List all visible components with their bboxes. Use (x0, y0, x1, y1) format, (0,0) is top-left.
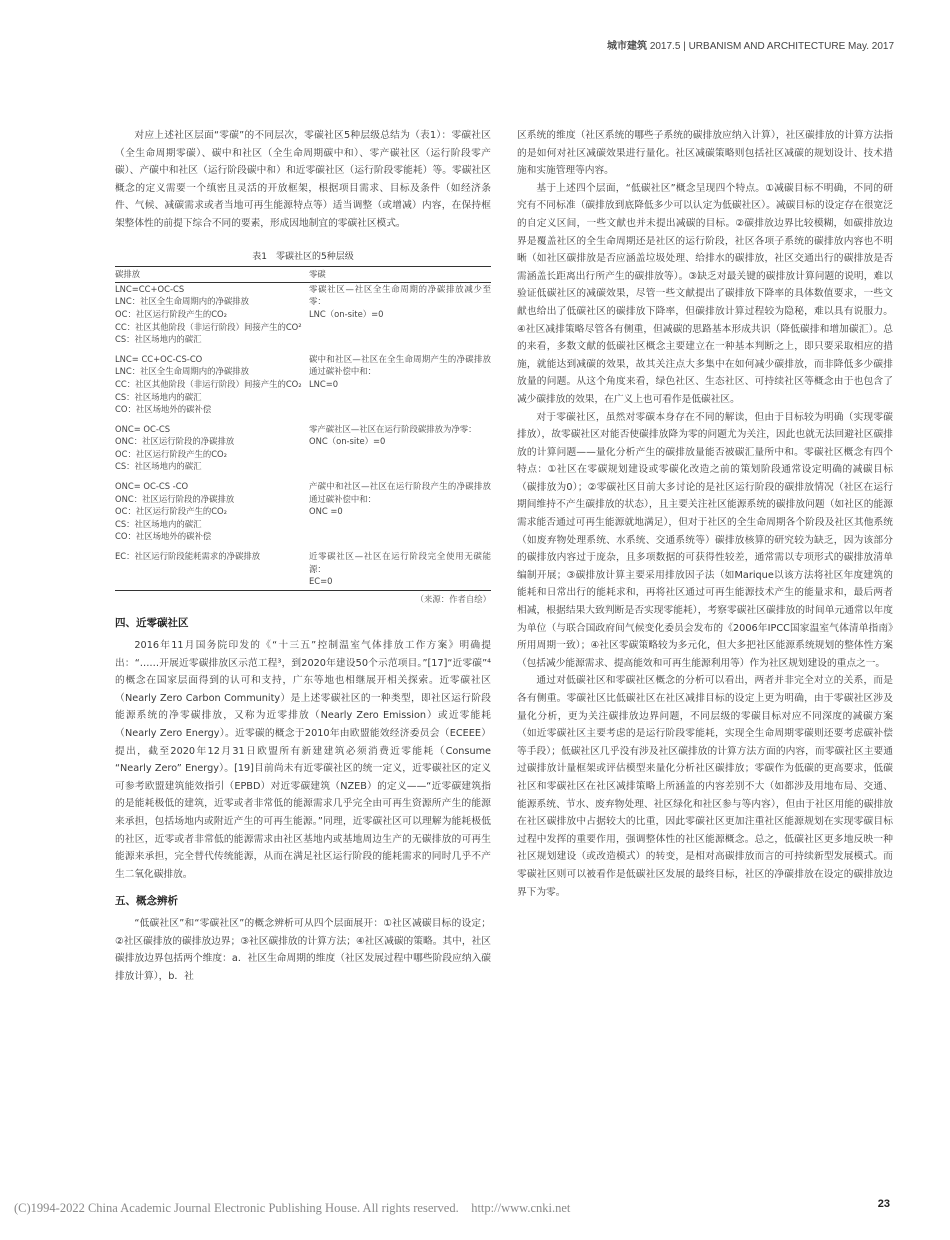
cell-line: CS：社区场地内的碳汇 (115, 518, 202, 529)
cell-line: EC：社区运行阶段能耗需求的净碳排放 (115, 551, 261, 562)
cell-line: 近零碳社区—社区在运行阶段完全使用无碳能源： (309, 551, 491, 574)
header-separator: | (683, 41, 686, 52)
cell-line: OC：社区运行阶段产生的CO₂ (115, 506, 227, 517)
cell-line: OC：社区运行阶段产生的CO₂ (115, 448, 227, 459)
emission-cell (115, 282, 309, 352)
cell-line: LNC：社区全生命周期内的净碳排放 (115, 296, 250, 307)
zero-carbon-features-paragraph: 对于零碳社区，虽然对零碳本身存在不同的解读，但由于目标较为明确（实现零碳排放），故零碳社区对能否使碳排放降为零的问题尤为关注，因此也就无法回避社区碳排放的计算问题——量化分析产生的碳排放量能否被碳汇量所中和。零碳社区概念有四个特点：①社区在零碳规划建设或零碳化改造之前的策划阶段通常设定明确的减碳目标（碳排放为0）；②零碳社区目前大多讨论的是社区运行阶段的碳排放情况（社区在运行期间维持不产生碳排放的状态），且主要关注社区能源系统的碳排放问题（如社区的能源需求能否通过可再生能源就地满足），但对于社区的全生命周期各个阶段及社区其他系统（如废弃物处理系统、水系统、交通系统等）碳排放核算的研究较为缺乏，因为该部分的碳排放内容过于庞杂，且多项数据的可获得性较差，通常需以专项形式的碳排放清单编制开展；③碳排放计算主要采用排放因子法（如Marique以该方法将社区年度建筑的能耗和日常出行的能耗求和，再将社区通过可再生能源技术产生的能量求和，最后两者相减，根据结果大致判断是否实现零能耗），考察零碳社区碳排放的时间单元通常以年度为单位（与联合国政府间气候变化委员会发布的《2006年IPCC国家温室气体清单指南》所用周期一致）；④社区零碳策略较为多元化，但大多把社区能源系统规划的整体性方案（包括减少能源需求、提高能效和可再生能源利用等）作为社区规划建设的重点之一。 (517, 411, 893, 669)
cell-line: OC：社区运行阶段产生的CO₂ (115, 308, 227, 319)
comparison-paragraph: 通过对低碳社区和零碳社区概念的分析可以看出，两者并非完全对立的关系，而是各有侧重。零碳社区比低碳社区在社区减排目标的设定上更为明确，由于零碳社区涉及量化分析，更为关注碳排放边界问题，不同层级的零碳目标对应不同深度的减碳方案（如近零碳社区主要考虑的是运行阶段零能耗，实现全生命周期零碳则还要考虑碳补偿等手段）；低碳社区几乎没有涉及社区碳排放的计算方法方面的内容，而零碳社区主要通过碳排放计量框架或评估模型来量化分析社区碳排放；零碳作为低碳的更高要求，低碳社区和零碳社区在社区减排策略上所涵盖的内容差别不大（如都涉及用地布局、交通、能源系统、节水、废弃物处理、社区绿化和社区参与等内容），但由于社区用能的碳排放在社区碳排放中占据较大的比重，因此零碳社区更加注重社区能源规划在实现零碳目标过程中发挥的重要作用，强调整体性的社区能源概念。总之，低碳社区更多地反映一种社区规划建设（或改造模式）的转变，是相对高碳排放而言的可持续新型发展模式。而零碳社区则可以被看作是低碳社区发展的最终目标，社区的净碳排放在设定的碳排放边界下为零。 (517, 675, 893, 898)
cell-line: EC=0 (309, 576, 333, 587)
cell-line: LNC=0 (309, 378, 339, 389)
cell-line: CC：社区其他阶段（非运行阶段）间接产生的CO₂ (115, 378, 302, 389)
zero-carbon-cell (309, 282, 491, 352)
continued-paragraph: 区系统的维度（社区系统的哪些子系统的碳排放应纳入计算），社区碳排放的计算方法指的是如何对社区减碳效果进行量化。社区减碳策略则包括社区减碳的规划设计、技术措施和实施管理等内容。 (517, 130, 893, 177)
table-row (115, 480, 491, 550)
zero-carbon-cell (309, 423, 491, 480)
cell-line: ONC（on-site）=0 (309, 436, 386, 447)
table-source: （来源：作者自绘） (415, 593, 491, 604)
table-1 (115, 251, 491, 606)
cell-line: ONC =0 (309, 506, 343, 517)
cell-line: ONC：社区运行阶段的净碳排放 (115, 493, 235, 504)
journal-name-en: URBANISM AND ARCHITECTURE (688, 41, 846, 52)
intro-paragraph: 对应上述社区层面“零碳”的不同层次，零碳社区5种层级总结为（表1）：零碳社区（全生命周期零碳）、碳中和社区（全生命周期碳中和）、零产碳社区（运行阶段零产碳）、产碳中和社区（运行阶段碳中和）和近零碳社区（运行阶段零能耗）等。零碳社区概念的定义需要一个缜密且灵活的开放框架，根据项目需求、目标及条件（如经济条件、气候、减碳需求或者当地可再生能源特点等）适当调整（或增减）内容，在保持框架整体性的前提下综合不同的要素，形成因地制宜的零碳社区模式。 (115, 130, 491, 229)
emission-cell (115, 423, 309, 480)
cell-line: 零碳社区—社区全生命周期的净碳排放减少至零： (309, 283, 491, 307)
cell-line: CS：社区场地内的碳汇 (115, 391, 202, 402)
table-row (115, 353, 491, 423)
issue-date: May. 2017 (848, 41, 894, 52)
cell-line: CO：社区场地外的碳补偿 (115, 531, 212, 542)
cell-line: ONC：社区运行阶段的净碳排放 (115, 436, 235, 447)
cell-line: LNC：社区全生命周期内的净碳排放 (115, 366, 250, 377)
table-row (115, 423, 491, 480)
cell-line: CS：社区场地内的碳汇 (115, 461, 202, 472)
cell-line: 产碳中和社区—社区在运行阶段产生的净碳排放通过碳补偿中和： (309, 481, 491, 504)
emission-cell (115, 480, 309, 550)
emission-cell (115, 550, 309, 590)
section-heading-5: 五、概念辨析 (115, 895, 178, 908)
cell-line: LNC= CC+OC-CS-CO (115, 353, 203, 364)
running-header (607, 37, 894, 52)
copyright-footer: (C)1994-2022 China Academic Journal Electronic Publishing House. All rights reserved. http://www.cnki.net (14, 1201, 571, 1215)
cell-line: LNC=CC+OC-CS (115, 283, 185, 294)
journal-name: 城市建筑 (607, 41, 648, 52)
cell-line: ONC= OC-CS (115, 423, 171, 434)
cell-line: CO：社区场地外的碳补偿 (115, 404, 212, 415)
section-heading-4: 四、近零碳社区 (115, 617, 189, 630)
cell-line: CS：社区场地内的碳汇 (115, 334, 202, 345)
left-column (115, 127, 491, 985)
page-number: 23 (877, 1198, 890, 1210)
zero-carbon-cell (309, 480, 491, 550)
section-5-paragraph: “低碳社区”和“零碳社区”的概念辨析可从四个层面展开：①社区减碳目标的设定；②社区碳排放的碳排放边界；③社区碳排放的计算方法；④社区减碳的策略。其中，社区碳排放边界包括两个维度：a．社区生命周期的维度（社区发展过程中哪些阶段应纳入碳排放计算），b．社 (115, 917, 491, 982)
table-title: 表1 零碳社区的5种层级 (252, 251, 354, 262)
table-row (115, 550, 491, 590)
right-column (517, 127, 893, 901)
emission-cell (115, 353, 309, 423)
zero-carbon-cell (309, 353, 491, 423)
table-row (115, 282, 491, 352)
levels-table (115, 266, 491, 591)
cell-line: CC：社区其他阶段（非运行阶段）间接产生的CO² (115, 321, 302, 332)
section-4-paragraph: 2016年11月国务院印发的《“十三五”控制温室气体排放工作方案》明确提出：“……开展近零碳排放区示范工程³，到2020年建设50个示范项目。”[17]“近零碳”⁴的概念在国家层面得到的认可和支持，广东等地也相继展开相关探索。近零碳社区（Nearly Zero Carbon Community）是上述零碳社区的一种类型，即社区运行阶段能源系统的净零碳排放，又称为近零排放（Nearly Zero Emission）或近零能耗（Nearly Zero Energy）。近零碳的概念于2010年由欧盟能效经济委员会（ECEEE）提出，截至2020年12月31日欧盟所有新建建筑必须消费近零能耗（Consume “Nearly Zero” Energy）。[19]目前尚未有近零碳社区的统一定义，近零碳社区的定义可参考欧盟建筑能效指引（EPBD）对近零碳建筑（NZEB）的定义——“近零碳建筑指的是能耗极低的建筑，近零或者非常低的能源需求几乎完全由可再生资源所产生的能源来承担，包括场地内或附近产生的可再生能源。”同理，近零碳社区可以理解为能耗极低的社区，近零或者非常低的能源需求由社区基地内或基地周边生产的无碳排放的可再生能源来承担，完全替代传统能源，从而在满足社区运行阶段的能耗需求的同时几乎不产生二氧化碳排放。 (115, 640, 491, 880)
table-body (115, 282, 491, 590)
cell-line: LNC（on-site）=0 (309, 308, 384, 319)
table-header-emission: 碳排放 (115, 267, 309, 283)
zero-carbon-cell (309, 550, 491, 590)
table-header-zero-carbon: 零碳 (309, 267, 491, 283)
cell-line: 零产碳社区—社区在运行阶段碳排放为净零： (309, 423, 477, 434)
issue: 2017.5 (649, 41, 681, 52)
cell-line: ONC= OC-CS -CO (115, 481, 189, 492)
low-carbon-features-paragraph: 基于上述四个层面，“低碳社区”概念呈现四个特点。①减碳目标不明确，不同的研究有不同标准（碳排放到底降低多少可以认定为低碳社区）。减碳目标的设定存在很宽泛的自定义区间，一些文献也并未提出减碳的目标。②碳排放边界比较模糊，如碳排放边界是覆盖社区的全生命周期还是社区的运行阶段，社区各项子系统的碳排放内容也不明晰（如社区碳排放是否应涵盖垃圾处理、给排水的碳排放，社区交通出行的碳排放是否需涵盖长距离出行所产生的碳排放等）。③缺乏对最关键的碳排放计算问题的说明，难以验证低碳社区的减碳效果，尽管一些文献提出了碳排放下降率的具体数值要求，一些文献也给出了低碳社区的碳排放下降率，但碳排放计算过程较为隐秘，难以具有说服力。④社区减排策略尽管各有侧重，但减碳的思路基本形成共识（降低碳排和增加碳汇）。总的来看，多数文献的低碳社区概念主要建立在一种基本判断之上，即只要采取相应的措施，就能达到减碳的效果，故其关注点大多集中在如何减少碳排放，而非降低多少碳排放量的问题。从这个角度来看，绿色社区、生态社区、可持续社区等概念由于也包含了减少碳排放的效果，在广义上也可看作是低碳社区。 (517, 182, 893, 405)
cell-line: 碳中和社区—社区在全生命周期产生的净碳排放通过碳补偿中和： (309, 353, 491, 377)
